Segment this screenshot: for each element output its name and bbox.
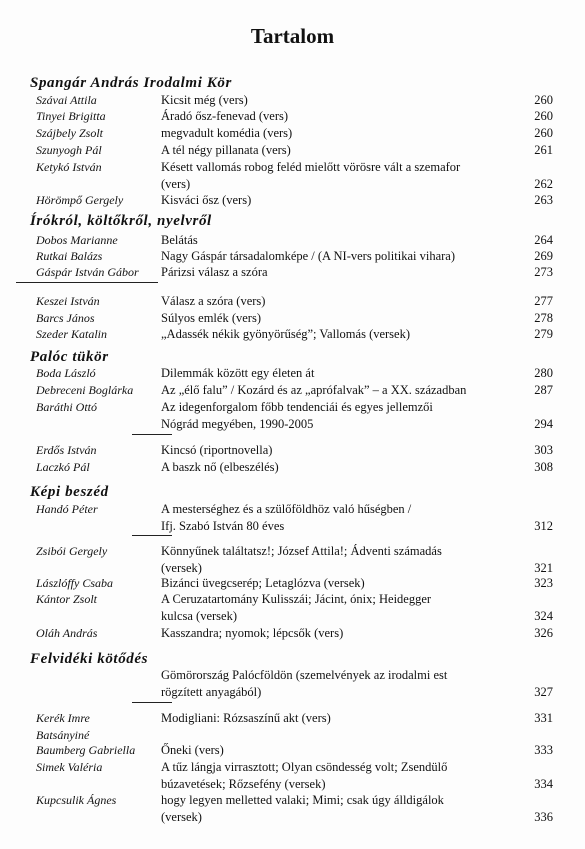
entry-page-number: 336 (534, 810, 553, 824)
section-heading: Spangár András Irodalmi Kör (30, 75, 232, 91)
entry-title: Párizsi válasz a szóra (161, 265, 268, 279)
entry-author: Debreceni Boglárka (36, 383, 134, 397)
entry-author: Hörömpő Gergely (36, 193, 124, 207)
entry-author: Ketykó István (36, 160, 102, 174)
entry-page-number: 263 (534, 193, 553, 207)
entry-title: Könnyűnek találtatsz!; József Attila!; Ádventi számadás (161, 544, 442, 558)
entry-page-number: 287 (534, 383, 553, 397)
entry-page-number: 294 (534, 417, 553, 431)
divider-line (132, 535, 172, 536)
entry-page-number: 331 (534, 711, 553, 725)
entry-author: Lászlóffy Csaba (36, 576, 114, 590)
entry-author: Simek Valéria (36, 760, 103, 774)
entry-page-number: 273 (534, 265, 553, 279)
entry-title: Dilemmák között egy életen át (161, 366, 315, 380)
entry-author: Keszei István (36, 294, 100, 308)
entry-title: Az idegenforgalom főbb tendenciái és egyes jellemzői (161, 400, 433, 414)
entry-title: Kicsit még (vers) (161, 93, 248, 107)
entry-title-continued: (versek) (161, 561, 202, 575)
entry-author: Boda László (36, 366, 96, 380)
entry-author: Kerék Imre (36, 711, 90, 725)
entry-author: Szájbely Zsolt (36, 126, 104, 140)
entry-title: A tűz lángja virrasztott; Olyan csöndesség volt; Zsendülő (161, 760, 448, 774)
divider-line (132, 434, 172, 435)
entry-page-number: 277 (534, 294, 553, 308)
entry-page-number: 308 (534, 460, 553, 474)
entry-title: Késett vallomás robog feléd mielőtt vörösre vált a szemafor (161, 160, 461, 174)
entry-author: Zsibói Gergely (36, 544, 108, 558)
entry-page-number: 326 (534, 626, 553, 640)
entry-page-number: 278 (534, 311, 553, 325)
entry-author: Batsányiné (36, 728, 90, 742)
entry-page-number: 279 (534, 327, 553, 341)
entry-page-number: 323 (534, 576, 553, 590)
entry-title: „Adassék nékik gyönyörűség”; Vallomás (versek) (161, 327, 411, 341)
entry-title: Bizánci üvegcserép; Letaglózva (versek) (161, 576, 365, 590)
entry-author: Szávai Attila (36, 93, 97, 107)
entry-title: Modigliani: Rózsaszínű akt (vers) (161, 711, 331, 725)
entry-title-continued: Ifj. Szabó István 80 éves (161, 519, 285, 533)
entry-title: A tél négy pillanata (vers) (161, 143, 291, 157)
entry-title: Áradó ősz-fenevad (vers) (161, 109, 289, 123)
entry-author: Baráthi Ottó (36, 400, 98, 414)
entry-page-number: 312 (534, 519, 553, 533)
section-heading: Felvidéki kötődés (30, 651, 149, 667)
entry-page-number: 260 (534, 126, 553, 140)
entry-page-number: 260 (534, 93, 553, 107)
entry-title-continued: (versek) (161, 810, 202, 824)
section-heading: Írókról, költőkről, nyelvről (30, 213, 212, 229)
section-heading: Palóc tükör (30, 349, 109, 365)
entry-page-number: 264 (534, 233, 553, 247)
entry-author: Baumberg Gabriella (36, 743, 136, 757)
entry-author: Laczkó Pál (36, 460, 90, 474)
entry-title-continued: rögzített anyagából) (161, 685, 262, 699)
entry-author: Rutkai Balázs (36, 249, 103, 263)
entry-title: Őneki (vers) (161, 743, 224, 757)
entry-title: megvadult komédia (vers) (161, 126, 293, 140)
entry-author: Gáspár István Gábor (36, 265, 139, 279)
entry-page-number: 333 (534, 743, 553, 757)
entry-title: A mesterséghez és a szülőföldhöz való hűségben / (161, 502, 412, 516)
entry-page-number: 334 (534, 777, 553, 791)
entry-title-continued: (vers) (161, 177, 191, 191)
entry-author: Kántor Zsolt (36, 592, 98, 606)
section-heading: Képi beszéd (30, 484, 109, 500)
entry-author: Oláh András (36, 626, 98, 640)
entry-page-number: 327 (534, 685, 553, 699)
entry-page-number: 324 (534, 609, 553, 623)
entry-title: Válasz a szóra (vers) (161, 294, 266, 308)
page-title: Tartalom (250, 24, 335, 48)
entry-title-continued: búzavetések; Rőzsefény (versek) (161, 777, 326, 791)
entry-page-number: 321 (534, 561, 553, 575)
entry-author: Handó Péter (36, 502, 98, 516)
entry-title: Nagy Gáspár társadalomképe / (A NI-vers politikai vihara) (161, 249, 455, 263)
entry-title: A baszk nő (elbeszélés) (161, 460, 279, 474)
entry-title-continued: kulcsa (versek) (161, 609, 238, 623)
entry-author: Szeder Katalin (36, 327, 107, 341)
entry-title: Kincsó (riportnovella) (161, 443, 273, 457)
entry-title: Kisváci ősz (vers) (161, 193, 252, 207)
divider-line (16, 282, 158, 283)
entry-page-number: 260 (534, 109, 553, 123)
entry-title: Súlyos emlék (vers) (161, 311, 261, 325)
entry-title: Gömörország Palócföldön (szemelvények az irodalmi est (161, 668, 448, 682)
entry-author: Erdős István (36, 443, 97, 457)
entry-author: Kupcsulik Ágnes (36, 793, 117, 807)
entry-title: hogy legyen melletted valaki; Mimi; csak úgy álldigálok (161, 793, 444, 807)
entry-page-number: 269 (534, 249, 553, 263)
entry-page-number: 261 (534, 143, 553, 157)
entry-title: A Ceruzatartomány Kulisszái; Jácint, ónix; Heidegger (161, 592, 432, 606)
entry-author: Tinyei Brigitta (36, 109, 106, 123)
entry-author: Dobos Marianne (36, 233, 118, 247)
entry-title: Az „élő falu” / Kozárd és az „aprófalvak” – a XX. században (161, 383, 467, 397)
entry-page-number: 262 (534, 177, 553, 191)
entry-title: Belátás (161, 233, 198, 247)
entry-page-number: 280 (534, 366, 553, 380)
entry-author: Barcs János (36, 311, 95, 325)
entry-author: Szunyogh Pál (36, 143, 102, 157)
divider-line (132, 702, 172, 703)
entry-page-number: 303 (534, 443, 553, 457)
entry-title: Kasszandra; nyomok; lépcsők (vers) (161, 626, 344, 640)
entry-title-continued: Nógrád megyében, 1990-2005 (161, 417, 314, 431)
